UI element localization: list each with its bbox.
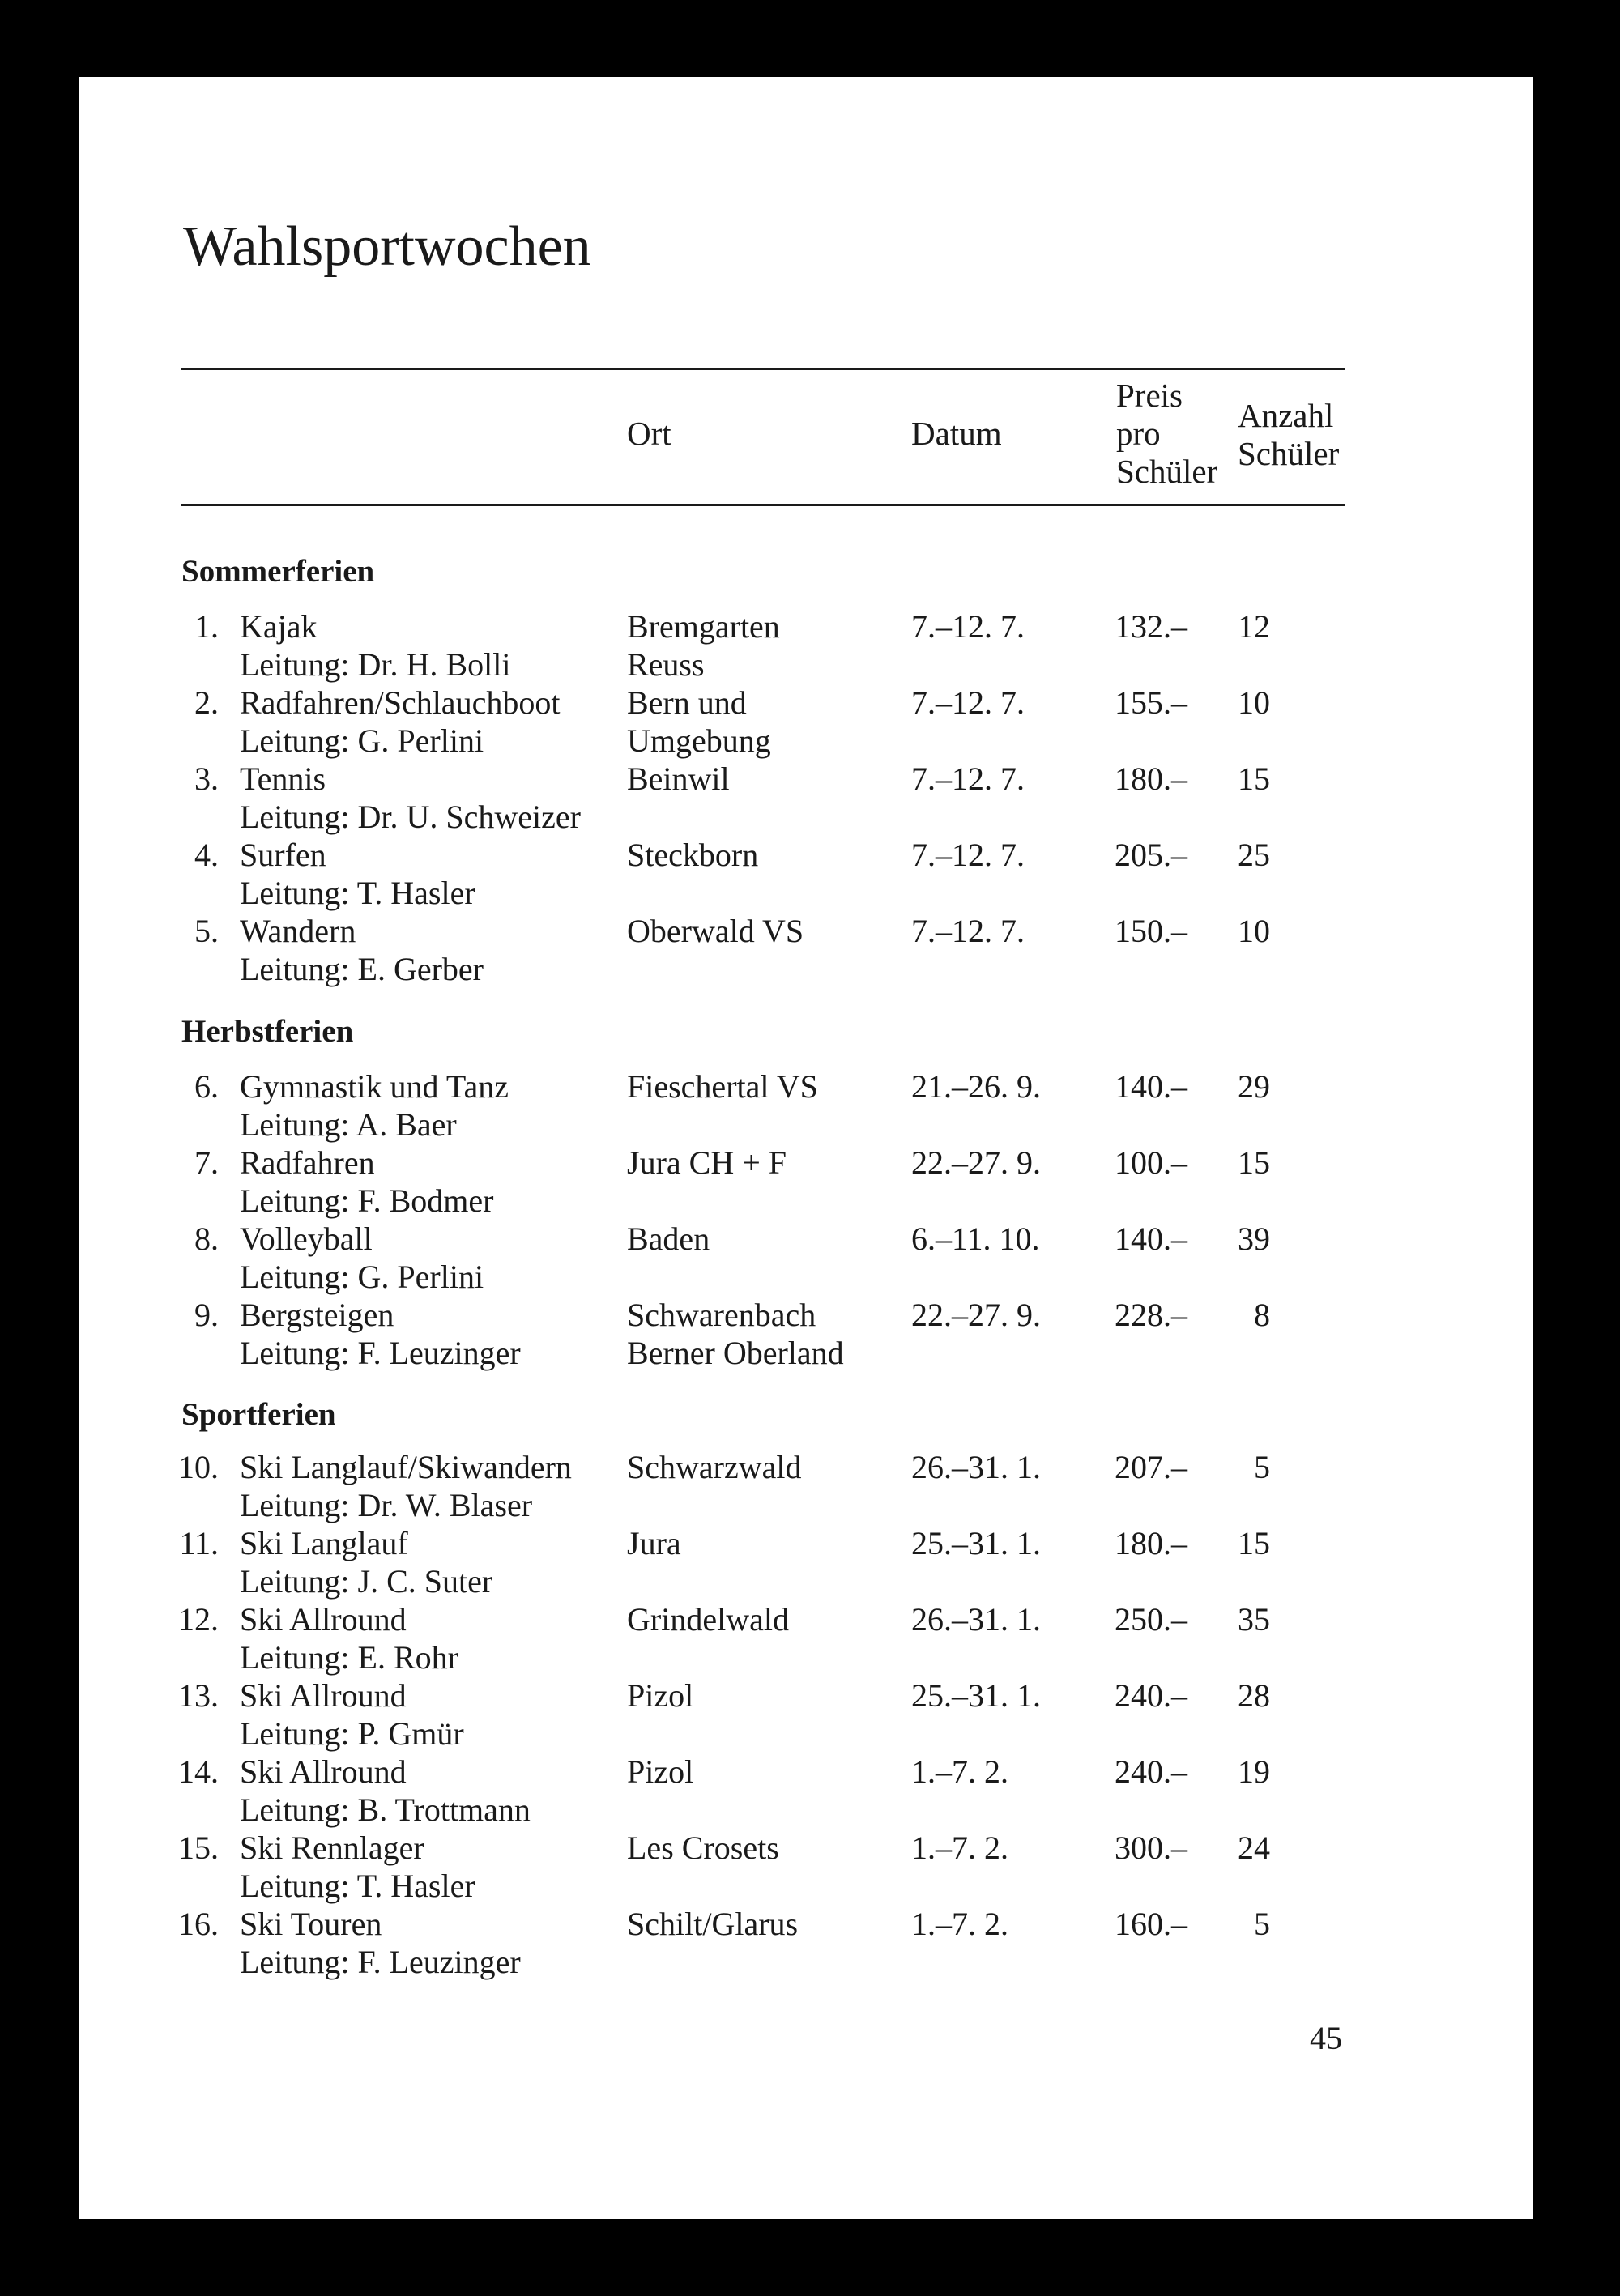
price-per-student: 250.– (1115, 1601, 1187, 1638)
date-range: 22.–27. 9. (911, 1297, 1041, 1333)
course-cell (240, 1829, 475, 1905)
price-per-student: 150.– (1115, 913, 1187, 949)
course-cell (240, 1220, 484, 1296)
course-leader: Leitung: F. Leuzinger (240, 1944, 521, 1980)
course-cell (240, 1524, 492, 1600)
page-number: 45 (1310, 2020, 1342, 2056)
course-leader: Leitung: A. Baer (240, 1106, 457, 1143)
course-name: Tennis (240, 760, 326, 797)
student-count: 25 (1238, 837, 1270, 873)
student-count: 10 (1238, 913, 1270, 949)
student-count: 5 (1254, 1906, 1270, 1942)
price-per-student: 140.– (1115, 1220, 1187, 1257)
location-cell (627, 1524, 681, 1562)
course-number: 11. (179, 1525, 219, 1561)
column-header-preis-line: pro (1116, 415, 1161, 452)
location-name: Steckborn (627, 837, 759, 873)
location-cell (627, 1600, 789, 1638)
column-header-anzahl (1238, 397, 1339, 473)
course-leader: Leitung: E. Gerber (240, 951, 484, 987)
location-cell (627, 912, 804, 950)
date-range: 7.–12. 7. (911, 760, 1025, 797)
location-cell (627, 607, 780, 684)
date-range: 25.–31. 1. (911, 1525, 1041, 1561)
price-per-student: 240.– (1115, 1677, 1187, 1714)
course-name: Ski Langlauf/Skiwandern (240, 1449, 572, 1485)
course-leader: Leitung: T. Hasler (240, 1868, 475, 1904)
location-name: Schwarzwald (627, 1449, 802, 1485)
student-count: 12 (1238, 608, 1270, 645)
location-name: Baden (627, 1220, 710, 1257)
course-row (0, 836, 1620, 912)
course-number: 13. (178, 1677, 219, 1714)
location-name: Grindelwald (627, 1601, 789, 1638)
price-per-student: 160.– (1115, 1906, 1187, 1942)
course-leader: Leitung: F. Bodmer (240, 1182, 494, 1219)
course-name: Ski Allround (240, 1601, 407, 1638)
location-cell (627, 1144, 787, 1182)
price-per-student: 140.– (1115, 1068, 1187, 1105)
location-name: Bern und (627, 684, 747, 721)
course-leader: Leitung: B. Trottmann (240, 1791, 531, 1828)
date-range: 7.–12. 7. (911, 684, 1025, 721)
course-name: Ski Allround (240, 1753, 407, 1790)
price-per-student: 155.– (1115, 684, 1187, 721)
course-name: Surfen (240, 837, 326, 873)
date-range: 1.–7. 2. (911, 1753, 1008, 1790)
student-count: 8 (1254, 1297, 1270, 1333)
student-count: 39 (1238, 1220, 1270, 1257)
course-name: Ski Rennlager (240, 1830, 424, 1866)
price-per-student: 207.– (1115, 1449, 1187, 1485)
course-row (0, 912, 1620, 988)
student-count: 5 (1254, 1449, 1270, 1485)
course-leader: Leitung: F. Leuzinger (240, 1335, 521, 1371)
location-cell (627, 1220, 710, 1258)
student-count: 10 (1238, 684, 1270, 721)
course-row (0, 1296, 1620, 1372)
course-name: Volleyball (240, 1220, 373, 1257)
column-header-datum: Datum (911, 415, 1002, 452)
course-name: Gymnastik und Tanz (240, 1068, 509, 1105)
date-range: 26.–31. 1. (911, 1601, 1041, 1638)
course-number: 8. (194, 1220, 219, 1257)
student-count: 28 (1238, 1677, 1270, 1714)
course-name: Bergsteigen (240, 1297, 394, 1333)
section-heading-sportferien: Sportferien (181, 1397, 336, 1432)
location-detail: Reuss (627, 646, 705, 683)
location-cell (627, 1676, 693, 1715)
course-cell (240, 1296, 521, 1372)
location-name: Oberwald VS (627, 913, 804, 949)
student-count: 19 (1238, 1753, 1270, 1790)
date-range: 1.–7. 2. (911, 1906, 1008, 1942)
section-heading-sommerferien: Sommerferien (181, 554, 375, 589)
course-name: Radfahren/Schlauchboot (240, 684, 561, 721)
date-range: 7.–12. 7. (911, 913, 1025, 949)
column-header-preis-line: Schüler (1116, 453, 1218, 490)
location-cell (627, 1905, 798, 1943)
course-number: 3. (194, 760, 219, 797)
course-leader: Leitung: Dr. H. Bolli (240, 646, 511, 683)
location-name: Bremgarten (627, 608, 780, 645)
course-leader: Leitung: T. Hasler (240, 875, 475, 911)
course-row (0, 684, 1620, 760)
location-name: Jura CH + F (627, 1144, 787, 1181)
location-detail: Berner Oberland (627, 1335, 844, 1371)
course-name: Ski Allround (240, 1677, 407, 1714)
course-number: 9. (194, 1297, 219, 1333)
course-row (0, 1220, 1620, 1296)
course-leader: Leitung: E. Rohr (240, 1639, 458, 1676)
course-number: 15. (178, 1830, 219, 1866)
course-name: Kajak (240, 608, 318, 645)
location-name: Beinwil (627, 760, 730, 797)
course-row (0, 1144, 1620, 1220)
location-cell (627, 1448, 801, 1486)
section-heading-herbstferien: Herbstferien (181, 1014, 354, 1049)
table-header-top-rule (181, 368, 1345, 370)
price-per-student: 228.– (1115, 1297, 1187, 1333)
course-cell (240, 760, 581, 836)
location-cell (627, 1753, 693, 1791)
location-name: Schilt/Glarus (627, 1906, 799, 1942)
course-row (0, 1829, 1620, 1905)
course-number: 1. (194, 608, 219, 645)
date-range: 1.–7. 2. (911, 1830, 1008, 1866)
location-name: Schwarenbach (627, 1297, 816, 1333)
date-range: 25.–31. 1. (911, 1677, 1041, 1714)
course-number: 4. (194, 837, 219, 873)
course-row (0, 1676, 1620, 1753)
course-number: 10. (178, 1449, 219, 1485)
location-name: Les Crosets (627, 1830, 779, 1866)
price-per-student: 180.– (1115, 760, 1187, 797)
course-leader: Leitung: P. Gmür (240, 1715, 464, 1752)
course-number: 16. (178, 1906, 219, 1942)
course-leader: Leitung: J. C. Suter (240, 1563, 493, 1600)
location-cell (627, 1829, 779, 1867)
course-row (0, 1524, 1620, 1600)
course-leader: Leitung: Dr. U. Schweizer (240, 799, 581, 835)
location-cell (627, 1296, 844, 1372)
course-number: 12. (178, 1601, 219, 1638)
course-number: 7. (194, 1144, 219, 1181)
course-name: Ski Langlauf (240, 1525, 408, 1561)
course-leader: Leitung: G. Perlini (240, 1259, 484, 1295)
course-leader: Leitung: G. Perlini (240, 722, 484, 759)
location-cell (627, 684, 771, 760)
course-cell (240, 1144, 493, 1220)
date-range: 26.–31. 1. (911, 1449, 1041, 1485)
price-per-student: 240.– (1115, 1753, 1187, 1790)
column-header-anzahl-line: Anzahl (1238, 397, 1334, 434)
course-name: Radfahren (240, 1144, 375, 1181)
course-number: 6. (194, 1068, 219, 1105)
course-cell (240, 1676, 464, 1753)
location-name: Fieschertal VS (627, 1068, 818, 1105)
date-range: 7.–12. 7. (911, 837, 1025, 873)
date-range: 7.–12. 7. (911, 608, 1025, 645)
course-number: 14. (178, 1753, 219, 1790)
course-row (0, 1067, 1620, 1144)
course-row (0, 1448, 1620, 1524)
price-per-student: 180.– (1115, 1525, 1187, 1561)
page-title: Wahlsportwochen (183, 215, 591, 278)
course-number: 2. (194, 684, 219, 721)
course-name: Ski Touren (240, 1906, 382, 1942)
course-number: 5. (194, 913, 219, 949)
student-count: 24 (1238, 1830, 1270, 1866)
student-count: 15 (1238, 1525, 1270, 1561)
location-name: Jura (627, 1525, 681, 1561)
course-cell (240, 1905, 521, 1981)
column-header-preis-line: Preis (1116, 377, 1183, 414)
location-name: Pizol (627, 1753, 694, 1790)
course-row (0, 1753, 1620, 1829)
location-cell (627, 836, 758, 874)
course-cell (240, 684, 560, 760)
price-per-student: 132.– (1115, 608, 1187, 645)
table-header-bottom-rule (181, 504, 1345, 506)
course-cell (240, 1600, 458, 1676)
column-header-preis (1116, 377, 1217, 491)
location-detail: Umgebung (627, 722, 771, 759)
course-leader: Leitung: Dr. W. Blaser (240, 1487, 533, 1523)
course-cell (240, 1753, 531, 1829)
price-per-student: 205.– (1115, 837, 1187, 873)
column-header-ort: Ort (627, 415, 671, 452)
date-range: 21.–26. 9. (911, 1068, 1041, 1105)
date-range: 6.–11. 10. (911, 1220, 1040, 1257)
student-count: 15 (1238, 760, 1270, 797)
location-name: Pizol (627, 1677, 694, 1714)
course-cell (240, 1067, 509, 1144)
student-count: 35 (1238, 1601, 1270, 1638)
column-header-anzahl-line: Schüler (1238, 435, 1340, 472)
price-per-student: 100.– (1115, 1144, 1187, 1181)
price-per-student: 300.– (1115, 1830, 1187, 1866)
course-cell (240, 607, 510, 684)
course-row (0, 607, 1620, 684)
course-row (0, 1905, 1620, 1981)
student-count: 29 (1238, 1068, 1270, 1105)
location-cell (627, 1067, 818, 1105)
course-cell (240, 1448, 572, 1524)
course-row (0, 1600, 1620, 1676)
course-cell (240, 912, 484, 988)
student-count: 15 (1238, 1144, 1270, 1181)
location-cell (627, 760, 730, 798)
course-row (0, 760, 1620, 836)
course-cell (240, 836, 475, 912)
course-name: Wandern (240, 913, 356, 949)
date-range: 22.–27. 9. (911, 1144, 1041, 1181)
